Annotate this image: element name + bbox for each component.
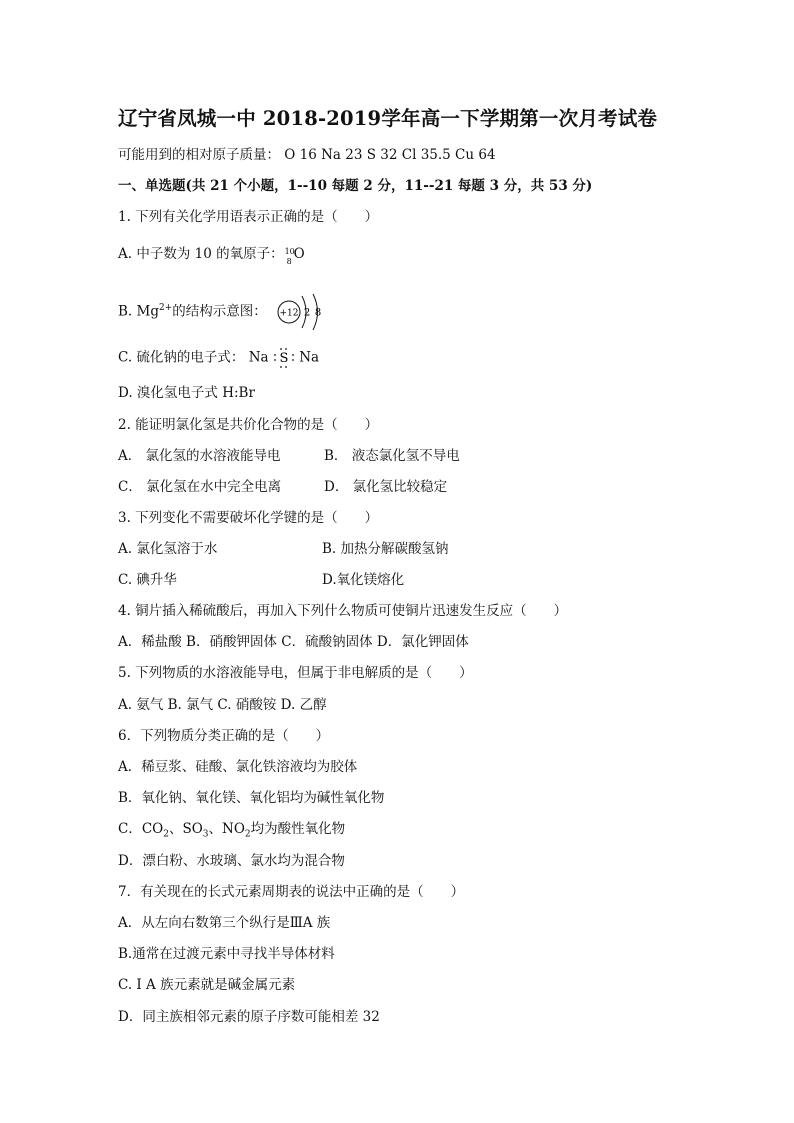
sodium-left: Na (248, 349, 269, 366)
option-c-text: C. 硫化钠的电子式： (118, 349, 245, 366)
question-4-stem: 4. 铜片插入稀硫酸后，再加入下列什么物质可使铜片迅速发生反应（ ） (118, 603, 568, 619)
oxygen-isotope (284, 245, 295, 266)
question-3-option-d: D.氧化镁熔化 (322, 572, 405, 588)
question-1-option-b (118, 290, 327, 322)
question-3-option-a: A. 氯化氢溶于水 (118, 541, 218, 557)
question-1-option-c (118, 347, 319, 369)
question-6-option-b: B．氧化钠、氧化镁、氧化铝均为碱性氧化物 (118, 790, 385, 806)
subscript: 3 (202, 829, 209, 840)
question-3-stem: 3. 下列变化不需要破坏化学键的是（ ） (118, 510, 379, 526)
mg-ion-structure-diagram (277, 290, 327, 334)
question-3-option-b: B. 加热分解碳酸氢钠 (322, 541, 449, 557)
question-5-stem: 5. 下列物质的水溶液能导电，但属于非电解质的是（ ） (118, 665, 473, 681)
shell-1-electrons: 2 (303, 307, 311, 319)
atomic-number: 8 (286, 257, 292, 266)
element-symbol: O (293, 246, 305, 262)
co2-formula: C．CO (118, 821, 164, 837)
sulfide-electron-dots (273, 347, 295, 369)
option-a-text: A. 中子数为 10 的氧原子： (118, 246, 284, 262)
question-1-option-a (118, 245, 305, 266)
question-7-option-a: A．从左向右数第三个纵行是ⅢA 族 (118, 915, 331, 931)
mass-number: 10 (284, 247, 295, 256)
question-2-option-b: B． 液态氯化氢不导电 (324, 448, 460, 464)
question-2-stem: 2. 能证明氯化氢是共价化合物的是（ ） (118, 417, 379, 433)
question-6-stem: 6．下列物质分类正确的是（ ） (118, 728, 330, 744)
sulfur-symbol: S (279, 351, 289, 366)
question-4-options: A．稀盐酸 B．硝酸钾固体 C．硫酸钠固体 D．氯化钾固体 (118, 634, 469, 650)
question-7-option-b: B.通常在过渡元素中寻找半导体材料 (118, 946, 335, 962)
question-7-option-c: C. Ⅰ A 族元素就是碱金属元素 (118, 977, 296, 993)
question-7-option-d: D．同主族相邻元素的原子序数可能相差 32 (118, 1009, 380, 1025)
subscript: 2 (244, 829, 251, 840)
question-1-stem: 1. 下列有关化学用语表示正确的是（ ） (118, 209, 379, 225)
question-7-stem: 7．有关现在的长式元素周期表的说法中正确的是（ ） (118, 884, 465, 900)
shell-2-electrons: 8 (314, 307, 322, 319)
option-c-suffix: 均为酸性氧化物 (250, 821, 346, 837)
section-heading: 一、单选题(共 21 个小题，1--10 每题 2 分，11--21 每题 3 分，共 53 分) (118, 178, 593, 194)
option-b-prefix: B. Mg (118, 303, 159, 320)
nucleus-charge: +12 (279, 308, 299, 319)
exam-title: 辽宁省凤城一中 2018-2019学年高一下学期第一次月考试卷 (118, 107, 658, 130)
question-3-option-c: C. 碘升华 (118, 572, 177, 588)
atomic-masses-line: 可能用到的相对原子质量： O 16 Na 23 S 32 Cl 35.5 Cu 64 (118, 147, 496, 163)
ion-charge: 2+ (158, 303, 173, 313)
subscript: 2 (163, 829, 169, 840)
question-2-option-d: D． 氯化氢比较稳定 (324, 479, 448, 495)
question-1-option-d: D. 溴化氢电子式 H:Br (118, 385, 255, 401)
no2-formula: 、NO (208, 821, 245, 837)
question-2-option-a: A． 氯化氢的水溶液能导电 (118, 448, 281, 464)
question-6-option-d: D．漂白粉、水玻璃、氯水均为混合物 (118, 853, 345, 869)
so3-formula: 、SO (168, 821, 203, 837)
option-b-suffix: 的结构示意图： (172, 303, 267, 320)
question-6-option-c (118, 820, 345, 838)
sodium-right: Na (299, 349, 320, 366)
question-2-option-c: C． 氯化氢在水中完全电离 (118, 479, 282, 495)
question-5-options: A. 氨气 B. 氯气 C. 硝酸铵 D. 乙醇 (118, 697, 327, 713)
question-6-option-a: A．稀豆浆、硅酸、氯化铁溶液均为胶体 (118, 759, 358, 775)
